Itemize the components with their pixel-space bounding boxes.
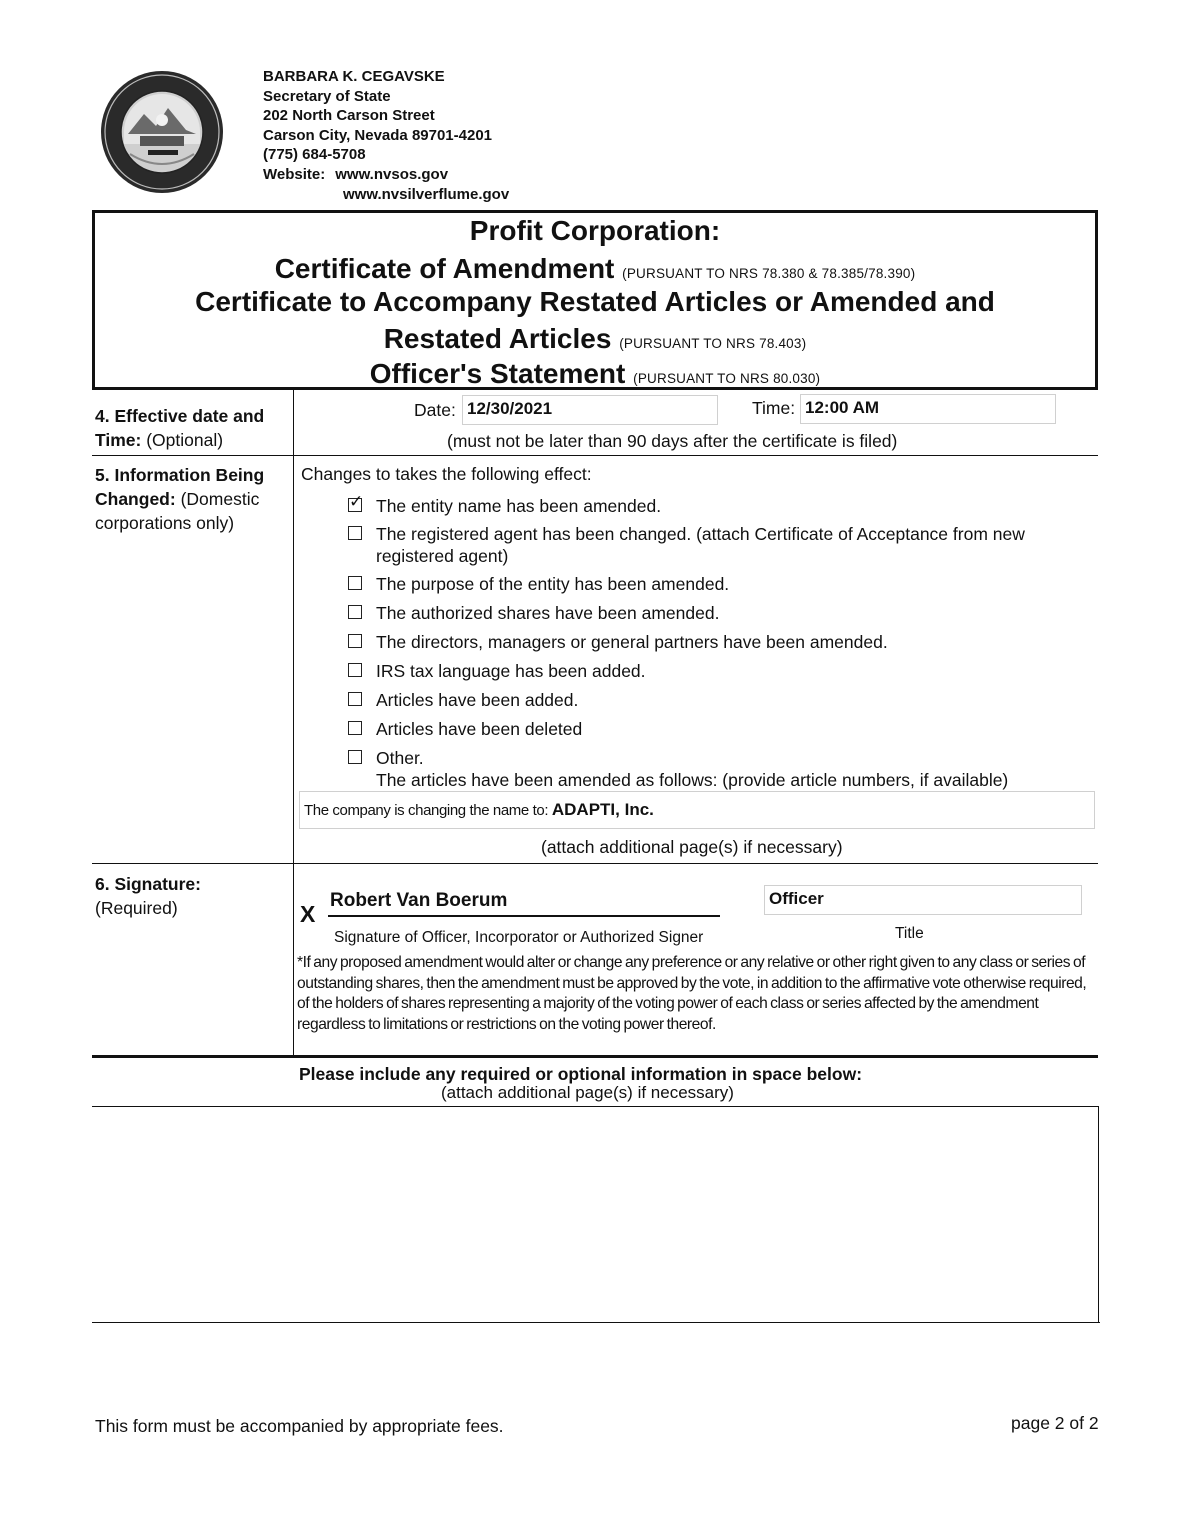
section-6-required: (Required) [95, 898, 178, 918]
checkmark-icon: ✓ [349, 492, 364, 511]
street-address: 202 North Carson Street [263, 107, 435, 125]
effective-time-field[interactable]: 12:00 AM [800, 394, 1056, 424]
change-checkbox-7[interactable] [348, 721, 362, 735]
time-label: Time: [752, 398, 796, 418]
section-4-title: 4. Effective date and [95, 406, 265, 426]
phone-number: (775) 684-5708 [263, 146, 366, 164]
official-name: BARBARA K. CEGAVSKE [263, 68, 445, 85]
column-divider [293, 389, 294, 1055]
change-option-label [376, 747, 1008, 791]
certificate-of-amendment-title: Certificate of Amendment [274, 253, 615, 284]
nrs-reference-3: (PURSUANT TO NRS 80.030) [633, 371, 821, 386]
form-title-line-3: Certificate to Accompany Restated Articles or Amended and [195, 286, 995, 317]
change-option-label [376, 602, 719, 624]
change-checkbox-3[interactable] [348, 605, 362, 619]
state-seal [100, 70, 224, 194]
change-option-text: Other. [376, 748, 424, 768]
change-option-text: The registered agent has been changed. (attach Certificate of Acceptance from new [376, 524, 1025, 544]
section-5-corporations-only: corporations only) [95, 513, 235, 533]
change-option-label [376, 631, 888, 653]
row-divider-6 [92, 1055, 1098, 1058]
nrs-reference-1: (PURSUANT TO NRS 78.380 & 78.385/78.390) [622, 266, 916, 281]
website-link-1[interactable]: www.nvsos.gov [335, 165, 449, 183]
date-limit-note: (must not be later than 90 days after the certificate is filed) [447, 431, 898, 451]
form-title-box [92, 210, 1098, 390]
amendment-prefix: The company is changing the name to: [304, 802, 549, 819]
form-title-line-5 [95, 358, 1095, 390]
change-option-text: The entity name has been amended. [376, 496, 662, 516]
website-label: Website: [263, 165, 326, 183]
page-number: page 2 of 2 [1011, 1413, 1099, 1433]
change-option-label [376, 523, 1025, 567]
effective-date-field[interactable]: 12/30/2021 [462, 395, 718, 425]
restated-articles-title: Restated Articles [383, 323, 612, 354]
change-option-text: The directors, managers or general partners have been amended. [376, 632, 888, 652]
change-option-text: The purpose of the entity has been amended. [376, 574, 730, 594]
signature-x-mark: X [300, 901, 316, 927]
section-6-label [95, 872, 201, 920]
change-checkbox-4[interactable] [348, 634, 362, 648]
letterhead [263, 67, 509, 204]
signature-field[interactable]: Robert Van Boerum [330, 890, 508, 911]
extra-info-right-border [1098, 1106, 1099, 1322]
section-5-label [95, 463, 264, 535]
change-option-text: Articles have been deleted [376, 719, 583, 739]
section-5-domestic: (Domestic [180, 489, 260, 509]
row-divider-7 [92, 1106, 1098, 1107]
row-divider-5 [92, 863, 1098, 864]
change-checkbox-8[interactable] [348, 750, 362, 764]
change-option-label [376, 495, 661, 517]
extra-info-subheading: (attach additional page(s) if necessary) [441, 1083, 734, 1102]
attach-note: (attach additional page(s) if necessary) [541, 837, 843, 857]
form-title-line-1: Profit Corporation: [469, 215, 721, 246]
change-option-text-continued: registered agent) [376, 546, 509, 566]
amendment-details-field[interactable] [299, 791, 1095, 829]
change-checkbox-6[interactable] [348, 692, 362, 706]
section-4-optional: (Optional) [146, 430, 224, 450]
change-option-label [376, 573, 729, 595]
change-option-text: Articles have been added. [376, 690, 579, 710]
signature-line [328, 915, 720, 917]
changes-intro: Changes to takes the following effect: [301, 464, 592, 484]
row-divider-4 [92, 455, 1098, 456]
change-checkbox-0[interactable] [348, 492, 364, 512]
section-4-title-2: Time: [95, 430, 142, 450]
change-checkbox-1[interactable] [348, 526, 362, 540]
officer-title-field[interactable]: Officer [764, 885, 1082, 915]
section-6-title: 6. Signature: [95, 874, 201, 894]
nrs-reference-2: (PURSUANT TO NRS 78.403) [619, 336, 807, 351]
official-title: Secretary of State [263, 87, 391, 105]
change-option-text-continued: The articles have been amended as follows: (provide article numbers, if available) [376, 770, 1009, 790]
section-4-label [95, 404, 264, 452]
section-5-title: 5. Information Being [95, 465, 265, 485]
section-5-title-2: Changed: [95, 489, 176, 509]
change-checkbox-2[interactable] [348, 576, 362, 590]
extra-info-bottom-border [92, 1322, 1100, 1323]
change-checkbox-5[interactable] [348, 663, 362, 677]
website-link-2[interactable]: www.nvsilverflume.gov [343, 185, 510, 203]
extra-info-textarea[interactable] [94, 1108, 1096, 1320]
change-option-label [376, 660, 646, 682]
date-label: Date: [414, 400, 456, 420]
form-title-line-4 [95, 323, 1095, 355]
amendment-vote-disclaimer: *If any proposed amendment would alter or change any preference or any relative or other right given to any class or series of outstanding shares, then the amendment must be approved by the vote, in addition to the affirmative vote otherwise required, of the holders of shares representing a majority of the voting power of each class or series affected by the amendment regardless to limitations or restrictions on the voting power thereof. [297, 954, 1087, 1033]
signature-caption: Signature of Officer, Incorporator or Authorized Signer [334, 929, 704, 946]
change-option-text: The authorized shares have been amended. [376, 603, 720, 623]
extra-info-heading: Please include any required or optional information in space below: [299, 1064, 863, 1084]
form-title-line-2 [95, 253, 1095, 285]
title-caption: Title [895, 925, 924, 942]
change-option-label [376, 718, 582, 740]
officers-statement-title: Officer's Statement [369, 358, 626, 389]
city-address: Carson City, Nevada 89701-4201 [263, 126, 493, 144]
change-option-text: IRS tax language has been added. [376, 661, 646, 681]
change-option-label [376, 689, 578, 711]
new-entity-name: ADAPTI, Inc. [551, 800, 654, 819]
fees-note: This form must be accompanied by appropriate fees. [95, 1416, 504, 1436]
website-row [263, 165, 509, 185]
